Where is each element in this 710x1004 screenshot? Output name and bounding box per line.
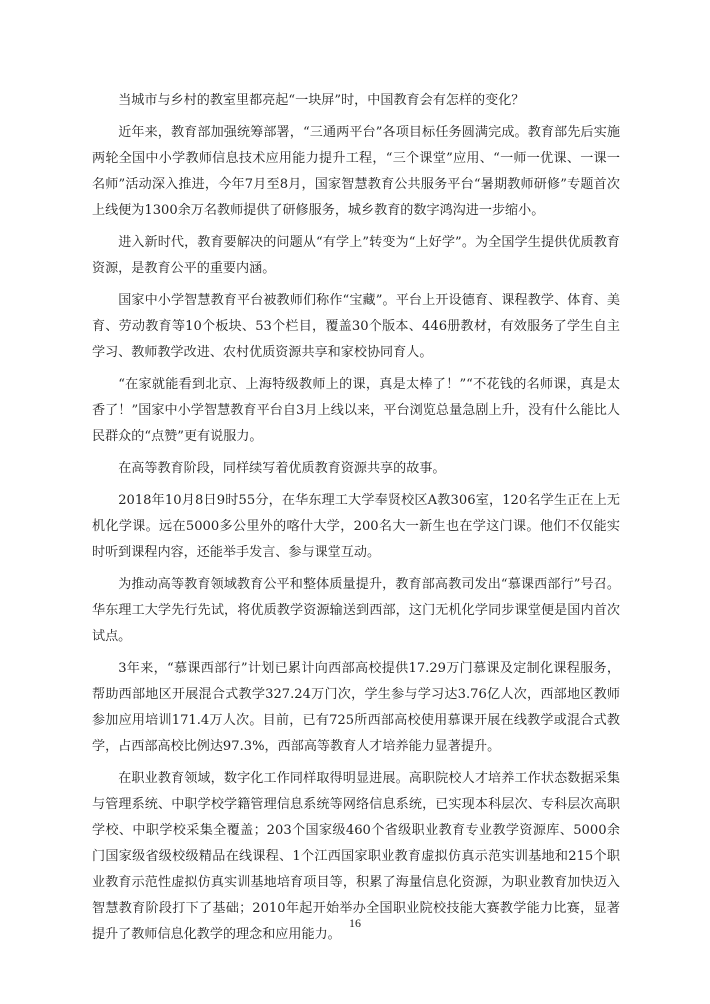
- paragraph-6: 在高等教育阶段，同样续写着优质教育资源共享的故事。: [118, 461, 446, 476]
- paragraph-7: 2018年10月8日9时55分，在华东理工大学奉贤校区A教306室，120名学生正在上无机化学课。远在5000多公里外的喀什大学，200名大一新生也在学这门课。他们不仅能实时听到课程内容，还能举手发言、参与课堂互动。: [92, 493, 620, 560]
- paragraph-9: 3年来，“慕课西部行”计划已累计向西部高校提供17.29万门慕课及定制化课程服务，帮助西部地区开展混合式教学327.24万门次，学生参与学习达3.76亿人次，西部地区教师参加应用培训171.4万人次。目前，已有725所西部高校使用慕课开展在线教学或混合式教学，占西部高校比例达97.3%，西部高等教育人才培养能力显著提升。: [92, 661, 620, 754]
- paragraph-3: 进入新时代，教育要解决的问题从“有学上”转变为“上好学”。为全国学生提供优质教育资源，是教育公平的重要内涵。: [92, 235, 620, 276]
- paragraph-10: 在职业教育领域，数字化工作同样取得明显进展。高职院校人才培养工作状态数据采集与管理系统、中职学校学籍管理信息系统等网络信息系统，已实现本科层次、专科层次高职学校、中职学校采集全覆盖；203个国家级460个省级职业教育专业教学资源库、5000余门国家级省级校级精品在线课程、1个江西国家职业教育虚拟仿真示范实训基地和215个职业教育示范性虚拟仿真实训基地培育项目等，积累了海量信息化资源，为职业教育加快迈入智慧教育阶段打下了基础；2010年起开始举办全国职业院校技能大赛教学能力比赛，显著提升了教师信息化教学的理念和应用能力。: [92, 771, 620, 942]
- paragraph-1: 当城市与乡村的教室里都亮起“一块屏”时，中国教育会有怎样的变化？: [118, 93, 525, 108]
- paragraph-5: “在家就能看到北京、上海特级教师上的课，真是太棒了！”“不花钱的名师课，真是太香了！”国家中小学智慧教育平台自3月上线以来，平台浏览总量急剧上升，没有什么能比人民群众的“点赞”更有说服力。: [92, 377, 620, 444]
- paragraph-8: 为推动高等教育领域教育公平和整体质量提升，教育部高教司发出“慕课西部行”号召。华东理工大学先行先试，将优质教学资源输送到西部，这门无机化学同步课堂便是国内首次试点。: [92, 577, 620, 644]
- paragraph-2: 近年来，教育部加强统筹部署，“三通两平台”各项目标任务圆满完成。教育部先后实施两轮全国中小学教师信息技术应用能力提升工程，“三个课堂”应用、“一师一优课、一课一名师”活动深入推进，今年7月至8月，国家智慧教育公共服务平台“暑期教师研修”专题首次上线便为1300余万名教师提供了研修服务，城乡教育的数字鸿沟进一步缩小。: [92, 125, 620, 218]
- body-text: [92, 88, 620, 954]
- page-number: 16: [349, 916, 361, 930]
- paragraph-4: 国家中小学智慧教育平台被教师们称作“宝藏”。平台上开设德育、课程教学、体育、美育、劳动教育等10个板块、53个栏目，覆盖30个版本、446册教材，有效服务了学生自主学习、教师教学改进、农村优质资源共享和家校协同育人。: [92, 293, 620, 360]
